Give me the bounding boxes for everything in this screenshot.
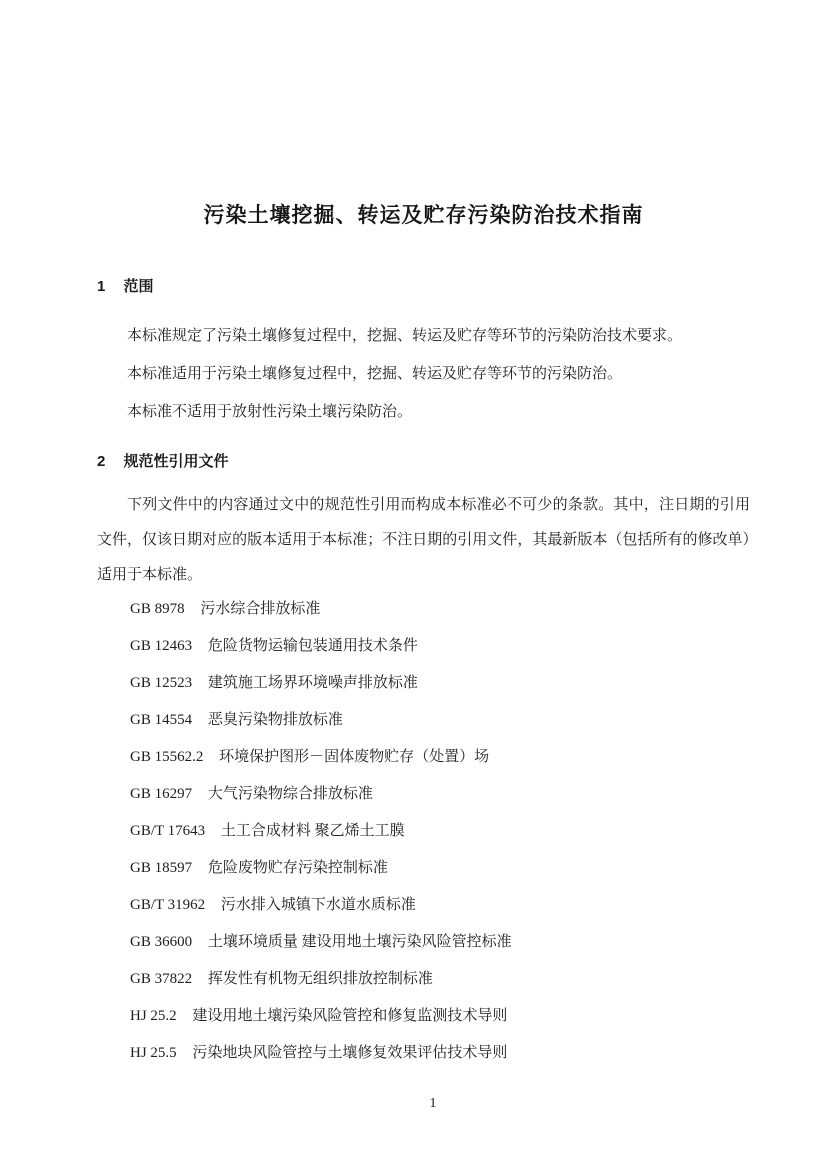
- page-number: 1: [429, 1096, 437, 1111]
- section-2-title: 规范性引用文件: [123, 453, 229, 470]
- section-1-number: 1: [97, 278, 106, 295]
- reference-code: GB 12523: [130, 675, 193, 691]
- reference-name: 土工合成材料 聚乙烯土工膜: [220, 823, 405, 839]
- reference-name: 建设用地土壤污染风险管控和修复监测技术导则: [192, 1008, 508, 1024]
- reference-item: [130, 998, 750, 1035]
- section-2-heading: [97, 453, 750, 471]
- reference-item: [130, 776, 750, 813]
- reference-name: 挥发性有机物无组织排放控制标准: [207, 971, 433, 987]
- section-2-number: 2: [97, 453, 106, 470]
- reference-item: [130, 591, 750, 628]
- reference-code: GB/T 31962: [130, 897, 206, 913]
- reference-code: GB 14554: [130, 712, 193, 728]
- reference-code: GB 16297: [130, 786, 193, 802]
- reference-item: [130, 813, 750, 850]
- document-title: 污染土壤挖掘、转运及贮存污染防治技术指南: [203, 204, 644, 227]
- reference-code: GB 36600: [130, 934, 193, 950]
- reference-code: GB 12463: [130, 638, 193, 654]
- reference-item: [130, 850, 750, 887]
- reference-list: [97, 591, 750, 1072]
- reference-item: [130, 628, 750, 665]
- reference-item: [130, 702, 750, 739]
- reference-name: 恶臭污染物排放标准: [207, 712, 343, 728]
- reference-code: GB 15562.2: [130, 749, 204, 765]
- reference-code: GB 37822: [130, 971, 193, 987]
- reference-code: GB/T 17643: [130, 823, 206, 839]
- reference-name: 建筑施工场界环境噪声排放标准: [207, 675, 418, 691]
- reference-item: [130, 924, 750, 961]
- reference-code: GB 18597: [130, 860, 193, 876]
- scope-paragraph-2: 本标准适用于污染土壤修复过程中，挖掘、转运及贮存等环节的污染防治。: [127, 366, 623, 382]
- reference-code: GB 8978: [130, 601, 185, 617]
- reference-item: [130, 961, 750, 998]
- scope-paragraph-1: 本标准规定了污染土壤修复过程中，挖掘、转运及贮存等环节的污染防治技术要求。: [127, 328, 683, 344]
- section-1-heading: [97, 278, 750, 296]
- reference-name: 危险货物运输包装通用技术条件: [207, 638, 418, 654]
- reference-item: [130, 665, 750, 702]
- reference-name: 污水排入城镇下水道水质标准: [220, 897, 416, 913]
- reference-name: 污染地块风险管控与土壤修复效果评估技术导则: [192, 1045, 508, 1061]
- section-1-title: 范围: [123, 278, 154, 295]
- scope-paragraph-3: 本标准不适用于放射性污染土壤污染防治。: [127, 404, 413, 420]
- reference-item: [130, 1035, 750, 1072]
- reference-name: 危险废物贮存污染控制标准: [207, 860, 388, 876]
- section-scope: [97, 278, 750, 421]
- reference-name: 环境保护图形－固体废物贮存（处置）场: [219, 749, 490, 765]
- reference-code: HJ 25.2: [130, 1008, 177, 1024]
- reference-name: 土壤环境质量 建设用地土壤污染风险管控标准: [207, 934, 512, 950]
- reference-name: 污水综合排放标准: [200, 601, 321, 617]
- reference-code: HJ 25.5: [130, 1045, 177, 1061]
- reference-name: 大气污染物综合排放标准: [207, 786, 373, 802]
- reference-item: [130, 887, 750, 924]
- references-intro-paragraph: 下列文件中的内容通过文中的规范性引用而构成本标准必不可少的条款。其中，注日期的引用文件，仅该日期对应的版本适用于本标准；不注日期的引用文件，其最新版本（包括所有的修改单）适用于本标准。: [97, 497, 750, 583]
- section-normative-references: [97, 453, 750, 1072]
- reference-item: [130, 739, 750, 776]
